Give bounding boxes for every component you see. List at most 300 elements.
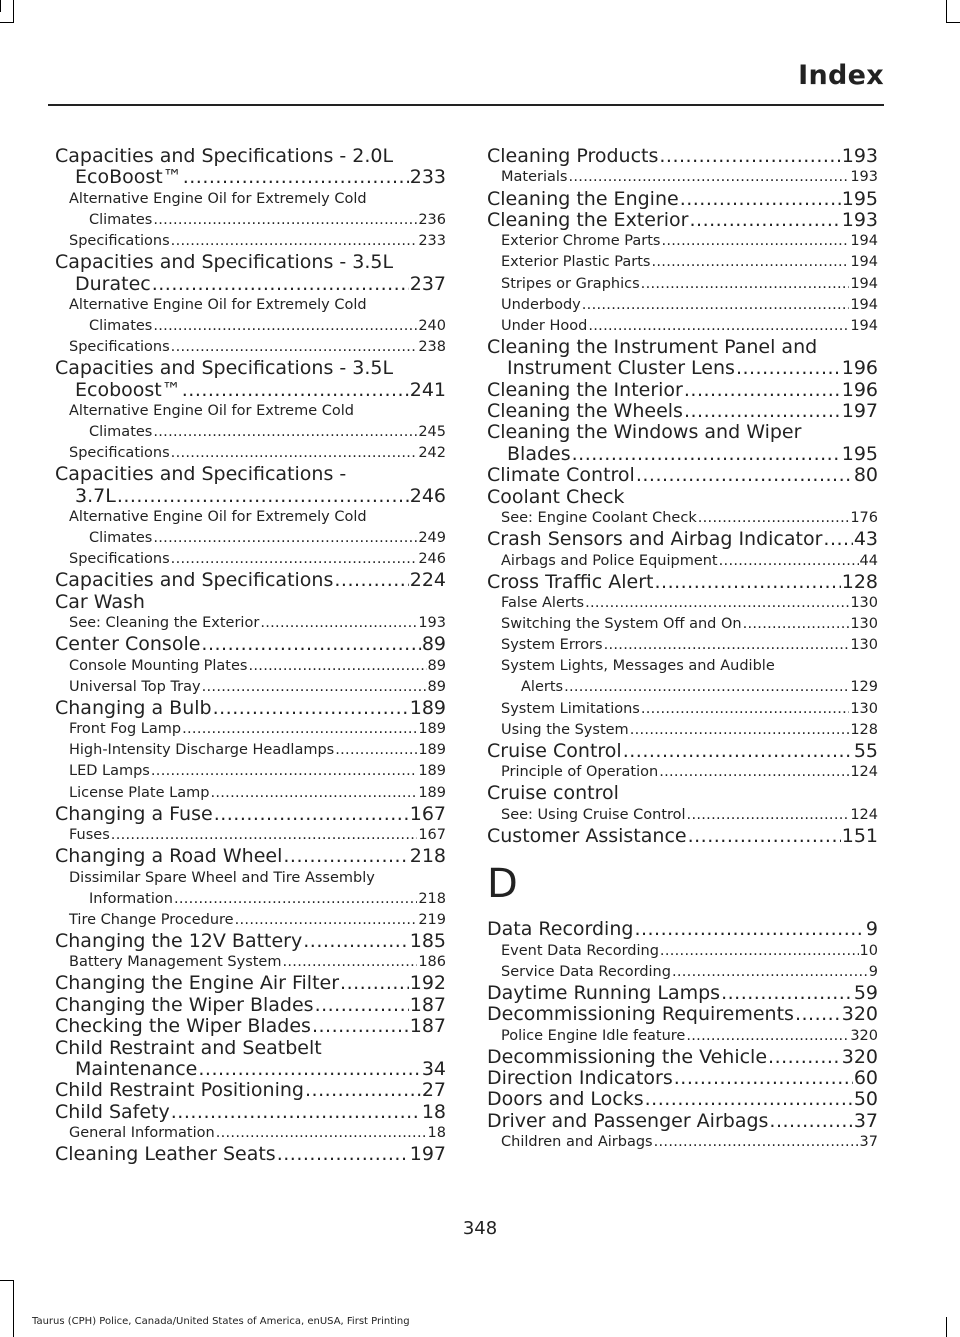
entry-label: Specifications: [69, 445, 170, 462]
entry-label: See: Cleaning the Exterior: [69, 615, 260, 632]
dot-leader: [572, 444, 841, 465]
dot-leader: [282, 952, 417, 973]
dot-leader: [659, 762, 849, 783]
dot-leader: [654, 572, 840, 593]
entry-label: Exterior Chrome Parts: [501, 233, 661, 250]
page-reference: 18: [427, 1125, 446, 1142]
index-entry[interactable]: [487, 919, 878, 940]
dot-leader: [604, 635, 850, 656]
index-entry[interactable]: [55, 973, 446, 994]
entry-label: Changing the Engine Air Filter: [55, 972, 340, 995]
entry-label: EcoBoost™: [75, 166, 182, 189]
index-entry[interactable]: [487, 380, 878, 401]
page-reference: 167: [418, 827, 446, 844]
page-reference: 194: [850, 275, 878, 292]
entry-label: Capacities and Specifications: [55, 569, 334, 592]
index-entry[interactable]: [55, 995, 446, 1016]
entry-label: Duratec: [75, 272, 151, 295]
index-subentry[interactable]: [487, 962, 878, 983]
index-subentry[interactable]: [487, 1026, 878, 1047]
page-reference: 37: [859, 1134, 878, 1151]
index-entry[interactable]: [55, 698, 446, 719]
index-entry[interactable]: [487, 444, 878, 465]
entry-label: LED Lamps: [69, 763, 150, 780]
page-reference: 233: [418, 233, 446, 249]
footer-text: Taurus (CPH) Police, Canada/United States of America, enUSA, First Printing: [32, 1316, 410, 1327]
index-heading: Capacities and Specifications - 2.0L: [55, 145, 394, 167]
index-entry[interactable]: [55, 1080, 446, 1101]
index-entry[interactable]: [487, 741, 878, 762]
dot-leader: [582, 295, 850, 316]
index-entry[interactable]: [487, 401, 878, 422]
page-reference: 176: [850, 510, 878, 527]
dot-leader: [151, 761, 417, 782]
index-subentry[interactable]: [55, 1123, 446, 1144]
entry-label: Cleaning the Wheels: [487, 400, 683, 422]
entry-label: Cruise Control: [487, 739, 622, 762]
index-subentry[interactable]: [487, 805, 878, 826]
entry-label: Exterior Plastic Parts: [501, 254, 651, 271]
index-entry[interactable]: [55, 634, 446, 655]
entry-label: Under Hood: [501, 317, 588, 334]
page-reference: 193: [418, 615, 446, 632]
entry-label: 3.7L: [75, 484, 116, 507]
index-subentry[interactable]: [487, 252, 878, 273]
index-heading: Capacities and Specifications - 3.5L: [55, 251, 394, 274]
index-entry[interactable]: [487, 465, 878, 486]
index-entry[interactable]: [487, 210, 878, 231]
page-reference: 320: [850, 1027, 878, 1044]
index-heading: Child Restraint and Seatbelt: [55, 1036, 322, 1059]
dot-leader: [153, 210, 417, 231]
page-title: Index: [798, 60, 884, 91]
page-reference: 320: [841, 1003, 878, 1026]
page-reference: 192: [409, 972, 446, 995]
entry-label: Driver and Passenger Airbags: [487, 1109, 769, 1132]
page-reference: 129: [850, 679, 878, 696]
entry-label: Specifications: [69, 551, 170, 568]
entry-label: Center Console: [55, 633, 201, 656]
entry-label: Tire Change Procedure: [69, 911, 234, 928]
page-reference: 245: [418, 424, 446, 441]
entry-label: Maintenance: [75, 1057, 198, 1080]
page-reference: 55: [853, 739, 878, 762]
dot-leader: [684, 380, 841, 401]
dot-leader: [688, 826, 841, 847]
index-entry[interactable]: [55, 274, 446, 295]
entry-label: Changing the 12V Battery: [55, 929, 303, 952]
page-reference: 43: [853, 528, 878, 551]
entry-label: Child Restraint Positioning: [55, 1079, 304, 1102]
entry-label: Fuses: [69, 827, 110, 844]
entry-label: Checking the Wiper Blades: [55, 1015, 311, 1038]
index-entry[interactable]: [487, 572, 878, 593]
dot-leader: [659, 146, 840, 167]
entry-label: Underbody: [501, 296, 581, 313]
page-reference: 124: [850, 806, 878, 823]
page-reference: 218: [418, 890, 446, 907]
page-reference: 197: [841, 400, 878, 422]
index-subentry[interactable]: [55, 910, 446, 931]
page-reference: 44: [859, 552, 878, 569]
section-letter: D: [487, 861, 518, 908]
page-reference: 130: [850, 616, 878, 633]
page-reference: 128: [841, 570, 878, 593]
index-entry[interactable]: [487, 1111, 878, 1132]
index-entry[interactable]: [55, 1144, 446, 1165]
page-reference: 89: [427, 657, 446, 674]
index-subentry[interactable]: [487, 677, 878, 698]
dot-leader: [634, 919, 864, 940]
dot-leader: [721, 983, 853, 1004]
index-subentry[interactable]: [55, 316, 446, 337]
dot-leader: [680, 189, 841, 210]
entry-label: Service Data Recording: [501, 963, 671, 980]
page-reference: 197: [409, 1143, 446, 1166]
index-column-right: [487, 146, 878, 1153]
page-reference: 59: [853, 981, 878, 1004]
index-subentry[interactable]: [55, 825, 446, 846]
dot-leader: [335, 740, 417, 761]
page-reference: 242: [418, 445, 446, 462]
entry-label: High-Intensity Discharge Headlamps: [69, 742, 335, 759]
index-subentry[interactable]: [55, 783, 446, 804]
entry-label: Doors and Locks: [487, 1088, 644, 1111]
header-divider: [48, 104, 884, 106]
entry-label: Changing the Wiper Blades: [55, 993, 314, 1016]
index-subentry[interactable]: [487, 295, 878, 316]
page-reference: 27: [421, 1079, 446, 1102]
page-reference: 60: [853, 1067, 878, 1089]
dot-leader: [564, 677, 849, 698]
page-reference: 187: [409, 1015, 446, 1038]
entry-label: General Information: [69, 1125, 215, 1142]
entry-label: Event Data Recording: [501, 942, 659, 959]
index-subentry[interactable]: [487, 231, 878, 252]
index-subentry: System Lights, Messages and Audible: [501, 658, 775, 675]
index-subentry[interactable]: [55, 528, 446, 549]
entry-label: Cross Traffic Alert: [487, 570, 654, 593]
entry-label: Data Recording: [487, 918, 634, 941]
page-reference: 130: [850, 595, 878, 612]
index-subentry[interactable]: [55, 889, 446, 910]
entry-label: System Errors: [501, 637, 603, 654]
crop-mark: [13, 0, 14, 22]
entry-label: Ecoboost™: [75, 378, 181, 401]
index-subentry: Alternative Engine Oil for Extremely Cold: [69, 190, 367, 207]
dot-leader: [153, 422, 417, 443]
index-subentry[interactable]: [487, 699, 878, 720]
entry-label: Climates: [89, 211, 153, 228]
page-reference: 130: [850, 637, 878, 654]
page-reference: 189: [418, 763, 446, 780]
dot-leader: [315, 995, 409, 1016]
page-reference: 189: [418, 742, 446, 759]
index-entry[interactable]: [487, 1047, 878, 1068]
entry-label: Cleaning Leather Seats: [55, 1143, 276, 1166]
page-reference: 246: [409, 484, 446, 507]
entry-label: Information: [89, 890, 173, 907]
dot-leader: [588, 316, 849, 337]
entry-label: Crash Sensors and Airbag Indicator: [487, 528, 823, 551]
dot-leader: [630, 720, 850, 741]
index-subentry[interactable]: [55, 443, 446, 464]
page-reference: 186: [418, 954, 446, 971]
entry-label: Instrument Cluster Lens: [507, 357, 735, 380]
entry-label: Cleaning Products: [487, 145, 659, 167]
entry-label: Climates: [89, 530, 153, 547]
dot-leader: [305, 1080, 421, 1101]
index-entry[interactable]: [55, 931, 446, 952]
page-number: 348: [462, 1218, 498, 1239]
dot-leader: [795, 1004, 841, 1025]
page-reference: 237: [409, 272, 446, 295]
dot-leader: [111, 825, 418, 846]
index-entry[interactable]: [487, 1089, 878, 1110]
crop-mark: [946, 0, 947, 22]
page-reference: 37: [853, 1109, 878, 1132]
index-entry[interactable]: [487, 826, 878, 847]
page-reference: 196: [841, 378, 878, 401]
index-subentry[interactable]: [55, 677, 446, 698]
page-reference: 189: [418, 721, 446, 738]
entry-label: Changing a Road Wheel: [55, 845, 283, 868]
dot-leader: [641, 699, 849, 720]
entry-label: Front Fog Lamp: [69, 721, 182, 738]
entry-label: See: Using Cruise Control: [501, 806, 686, 823]
entry-label: Decommissioning Requirements: [487, 1003, 794, 1026]
index-subentry[interactable]: [487, 316, 878, 337]
index-subentry: Alternative Engine Oil for Extreme Cold: [69, 403, 354, 419]
dot-leader: [768, 1047, 841, 1068]
index-heading: Coolant Check: [487, 485, 625, 508]
index-entry[interactable]: [55, 1102, 446, 1123]
dot-leader: [283, 846, 408, 867]
page-reference: 193: [841, 145, 878, 167]
page-reference: 194: [850, 317, 878, 334]
dot-leader: [303, 931, 409, 952]
index-entry[interactable]: [487, 1068, 878, 1089]
entry-label: Stripes or Graphics: [501, 275, 640, 292]
page-reference: 195: [841, 442, 878, 465]
crop-mark: [946, 22, 960, 23]
index-subentry[interactable]: [487, 167, 878, 188]
entry-label: Materials: [501, 169, 568, 186]
entry-label: Specifications: [69, 233, 170, 249]
index-column-left: [55, 146, 446, 1166]
index-heading: Capacities and Specifications - 3.5L: [55, 357, 394, 380]
index-subentry[interactable]: [487, 635, 878, 656]
entry-label: Cleaning the Interior: [487, 378, 683, 401]
dot-leader: [216, 1123, 427, 1144]
dot-leader: [823, 529, 852, 550]
page-reference: 189: [418, 784, 446, 801]
dot-leader: [698, 508, 850, 529]
page-reference: 195: [841, 187, 878, 210]
page-reference: 80: [853, 464, 878, 487]
index-subentry: Alternative Engine Oil for Extremely Cold: [69, 296, 367, 313]
dot-leader: [201, 634, 420, 655]
dot-leader: [672, 962, 868, 983]
entry-label: Daytime Running Lamps: [487, 981, 721, 1004]
index-subentry[interactable]: [487, 762, 878, 783]
dot-leader: [689, 210, 840, 231]
entry-label: Console Mounting Plates: [69, 657, 248, 674]
dot-leader: [277, 1144, 409, 1165]
index-subentry[interactable]: [487, 614, 878, 635]
dot-leader: [636, 465, 853, 486]
page-reference: 194: [850, 254, 878, 271]
dot-leader: [153, 528, 417, 549]
entry-label: See: Engine Coolant Check: [501, 510, 697, 527]
entry-label: Child Safety: [55, 1100, 170, 1123]
dot-leader: [736, 358, 841, 379]
index-subentry: Dissimilar Spare Wheel and Tire Assembly: [69, 869, 375, 886]
dot-leader: [171, 443, 418, 464]
index-subentry[interactable]: [55, 613, 446, 634]
index-subentry[interactable]: [55, 761, 446, 782]
dot-leader: [686, 1026, 849, 1047]
crop-mark: [0, 1280, 14, 1281]
index-entry[interactable]: [487, 529, 878, 550]
index-subentry[interactable]: [487, 593, 878, 614]
entry-label: Climate Control: [487, 464, 635, 487]
page-reference: 124: [850, 764, 878, 781]
index-subentry[interactable]: [55, 422, 446, 443]
entry-label: Customer Assistance: [487, 824, 687, 847]
page-reference: 9: [868, 963, 878, 980]
index-subentry[interactable]: [55, 656, 446, 677]
entry-label: Changing a Bulb: [55, 696, 212, 719]
index-subentry[interactable]: [55, 549, 446, 570]
page-reference: 219: [418, 911, 446, 928]
index-entry[interactable]: [55, 486, 446, 507]
index-subentry[interactable]: [487, 274, 878, 295]
dot-leader: [687, 805, 850, 826]
page-reference: 240: [418, 318, 446, 334]
dot-leader: [769, 1111, 852, 1132]
entry-label: Children and Airbags: [501, 1134, 653, 1151]
dot-leader: [641, 274, 850, 295]
entry-label: Cleaning the Exterior: [487, 208, 689, 231]
dot-leader: [660, 941, 859, 962]
index-entry[interactable]: [55, 846, 446, 867]
entry-label: Cleaning the Engine: [487, 187, 679, 210]
dot-leader: [152, 274, 409, 295]
page-reference: 236: [418, 211, 446, 228]
index-subentry[interactable]: [487, 508, 878, 529]
entry-label: Blades: [507, 442, 571, 465]
index-subentry[interactable]: [55, 210, 446, 231]
dot-leader: [654, 1132, 859, 1153]
index-subentry: Alternative Engine Oil for Extremely Cold: [69, 509, 367, 526]
index-subentry[interactable]: [487, 1132, 878, 1153]
dot-leader: [202, 677, 427, 698]
dot-leader: [171, 549, 418, 570]
dot-leader: [568, 167, 849, 188]
index-subentry[interactable]: [55, 231, 446, 252]
index-heading: Capacities and Specifications -: [55, 463, 347, 486]
crop-mark: [13, 1280, 14, 1337]
index-subentry[interactable]: [487, 941, 878, 962]
index-entry[interactable]: [487, 1004, 878, 1025]
page-reference: 194: [850, 233, 878, 250]
entry-label: Climates: [89, 318, 153, 334]
page-reference: 167: [409, 802, 446, 825]
index-entry[interactable]: [487, 146, 878, 167]
index-entry[interactable]: [55, 1059, 446, 1080]
dot-leader: [248, 656, 426, 677]
index-entry[interactable]: [55, 570, 446, 591]
page-reference: 238: [418, 339, 446, 356]
page-reference: 320: [841, 1045, 878, 1068]
page-reference: 241: [409, 378, 446, 401]
crop-mark: [946, 1317, 947, 1337]
entry-label: Changing a Fuse: [55, 802, 213, 825]
dot-leader: [182, 719, 417, 740]
page-reference: 18: [421, 1100, 446, 1123]
entry-label: Decommissioning the Vehicle: [487, 1045, 768, 1068]
index-subentry[interactable]: [55, 952, 446, 973]
index-entry[interactable]: [55, 167, 446, 188]
entry-label: Principle of Operation: [501, 764, 659, 781]
page-reference: 185: [409, 929, 446, 952]
index-subentry[interactable]: [55, 740, 446, 761]
entry-label: Specifications: [69, 339, 170, 356]
index-entry[interactable]: [487, 983, 878, 1004]
entry-label: Universal Top Tray: [69, 678, 201, 695]
dot-leader: [623, 741, 853, 762]
index-entry[interactable]: [55, 804, 446, 825]
dot-leader: [210, 783, 417, 804]
dot-leader: [183, 167, 409, 188]
page-reference: 50: [853, 1088, 878, 1111]
page-reference: 89: [427, 678, 446, 695]
page-reference: 189: [409, 696, 446, 719]
dot-leader: [719, 551, 859, 572]
index-heading: Cruise control: [487, 782, 619, 805]
index-entry[interactable]: [55, 1016, 446, 1037]
dot-leader: [674, 1068, 853, 1089]
page-reference: 193: [841, 208, 878, 231]
dot-leader: [235, 910, 418, 931]
entry-label: Battery Management System: [69, 954, 282, 971]
entry-label: License Plate Lamp: [69, 784, 210, 801]
index-subentry[interactable]: [487, 720, 878, 741]
index-subentry[interactable]: [487, 551, 878, 572]
page-reference: 34: [421, 1057, 446, 1080]
page-reference: 233: [409, 166, 446, 189]
crop-mark: [0, 0, 1, 12]
page-reference: 128: [850, 721, 878, 738]
dot-leader: [334, 570, 408, 591]
dot-leader: [260, 613, 417, 634]
index-entry[interactable]: [55, 380, 446, 401]
dot-leader: [171, 1102, 421, 1123]
index-subentry[interactable]: [55, 337, 446, 358]
dot-leader: [117, 486, 409, 507]
index-subentry[interactable]: [55, 719, 446, 740]
index-heading: Cleaning the Instrument Panel and: [487, 335, 818, 358]
dot-leader: [153, 316, 417, 337]
entry-label: Alerts: [521, 679, 564, 696]
entry-label: Direction Indicators: [487, 1067, 673, 1089]
page-reference: 130: [850, 700, 878, 717]
page-reference: 151: [841, 824, 878, 847]
index-entry[interactable]: [487, 358, 878, 379]
dot-leader: [174, 889, 417, 910]
index-entry[interactable]: [487, 189, 878, 210]
